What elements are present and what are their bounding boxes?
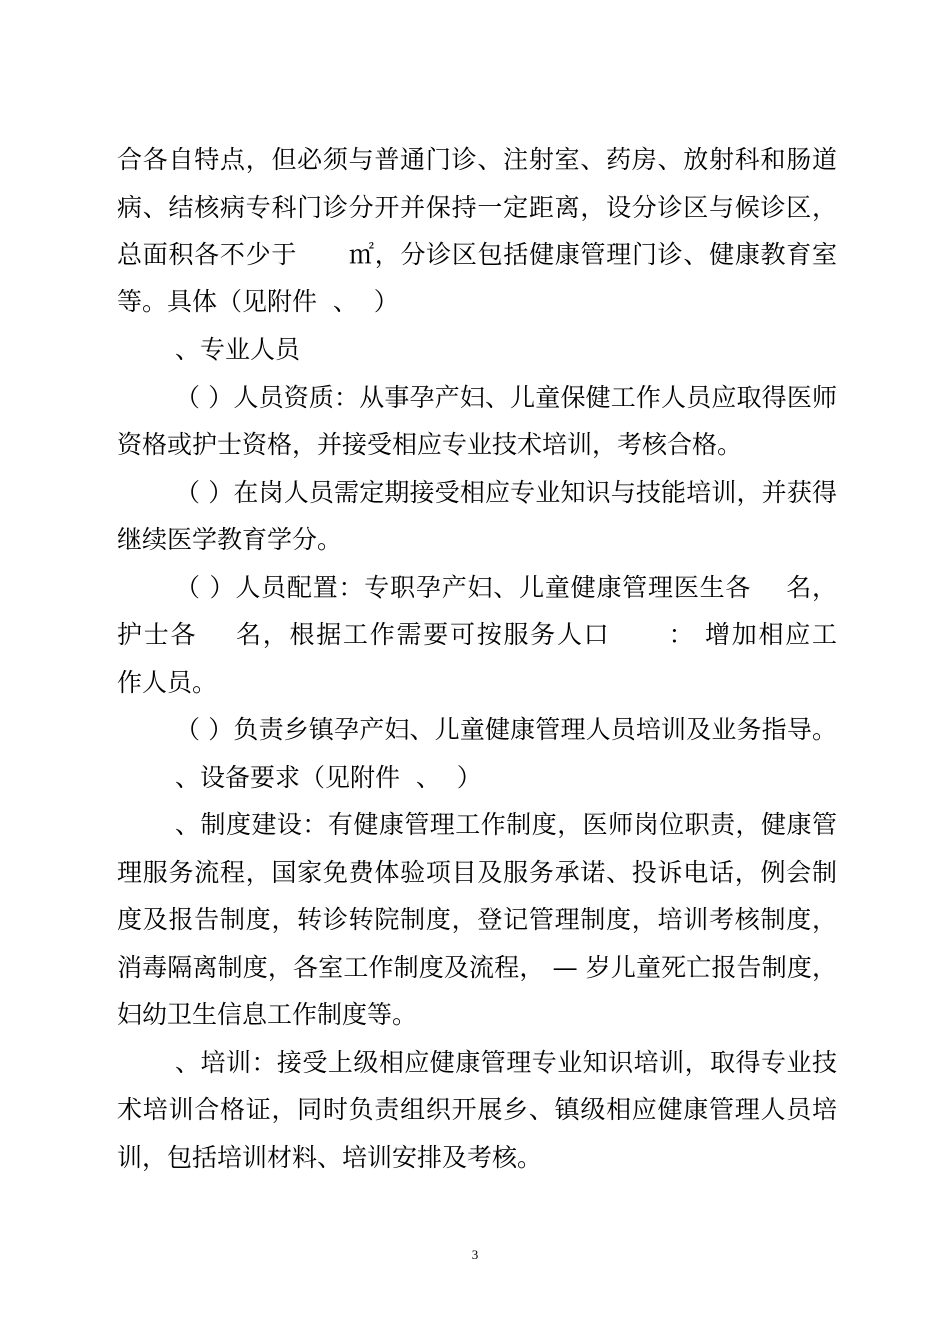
text-line-1: 合各自特点，但必须与普通门诊、注射室、药房、放射科和肠道 (117, 145, 837, 174)
text-line-22: 训，包括培训材料、培训安排及考核。 (117, 1143, 543, 1172)
section-heading-equipment: 、设备要求（见附件 、 ） (175, 763, 482, 792)
text-line-4: 等。具体（见附件 、 ） (117, 287, 399, 316)
text-line-20: 、培训：接受上级相应健康管理专业知识培训，取得专业技 (175, 1048, 837, 1077)
text-line-18: 消毒隔离制度，各室工作制度及流程， — 岁儿童死亡报告制度， (117, 953, 837, 982)
text-line-6: （ ）人员资质：从事孕产妇、儿童保健工作人员应取得医师 (175, 383, 837, 412)
text-line-13: （ ）负责乡镇孕产妇、儿童健康管理人员培训及业务指导。 (175, 715, 837, 744)
text-line-12: 作人员。 (117, 668, 218, 697)
text-line-2: 病、结核病专科门诊分开并保持一定距离，设分诊区与候诊区， (117, 193, 837, 222)
text-line-17: 度及报告制度，转诊转院制度，登记管理制度，培训考核制度， (117, 905, 837, 934)
text-line-3: 总面积各不少于 ㎡，分诊区包括健康管理门诊、健康教育室 (117, 240, 837, 269)
section-heading-staff: 、专业人员 (175, 335, 301, 364)
text-line-7: 资格或护士资格，并接受相应专业技术培训，考核合格。 (117, 430, 743, 459)
page-number: 3 (471, 1247, 479, 1262)
text-line-9: 继续医学教育学分。 (117, 525, 343, 554)
text-line-11: 护士各 名，根据工作需要可按服务人口 ： 增加相应工 (117, 620, 837, 649)
text-line-10: （ ）人员配置：专职孕产妇、儿童健康管理医生各 名， (175, 573, 837, 602)
text-line-15: 、制度建设：有健康管理工作制度，医师岗位职责，健康管 (175, 810, 837, 839)
text-line-8: （ ）在岗人员需定期接受相应专业知识与技能培训，并获得 (175, 478, 837, 507)
text-line-16: 理服务流程，国家免费体验项目及服务承诺、投诉电话，例会制 (117, 858, 837, 887)
text-line-21: 术培训合格证，同时负责组织开展乡、镇级相应健康管理人员培 (117, 1095, 837, 1124)
text-line-19: 妇幼卫生信息工作制度等。 (117, 1000, 418, 1029)
